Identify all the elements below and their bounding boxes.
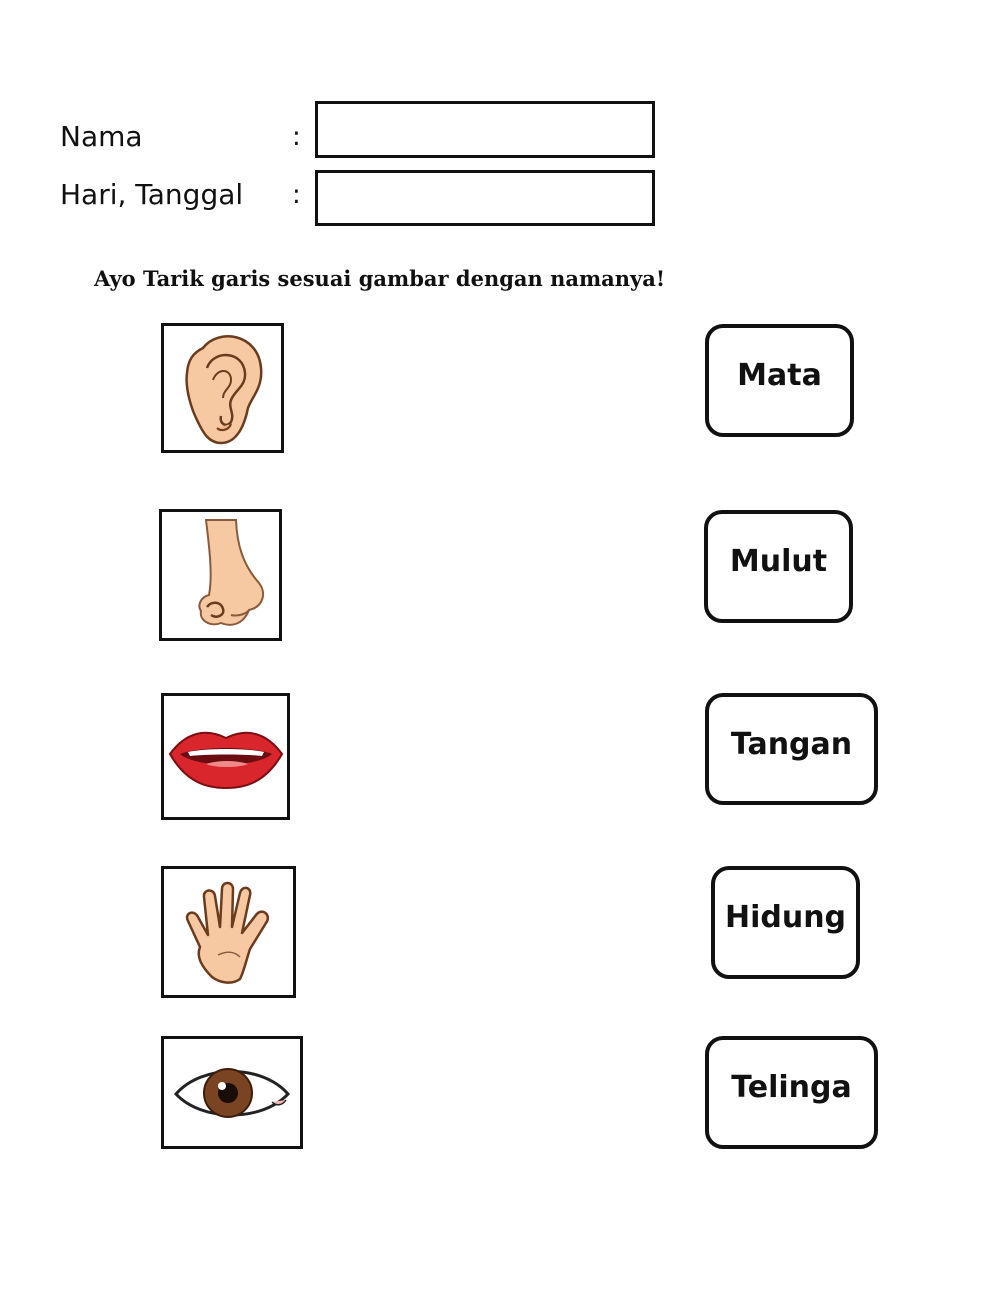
word-box-telinga[interactable] [705, 1036, 878, 1149]
word-label: Tangan [730, 726, 853, 762]
word-box-tangan[interactable] [705, 693, 878, 805]
hand-icon [174, 877, 284, 987]
picture-ear[interactable] [161, 323, 284, 453]
picture-eye[interactable] [161, 1036, 303, 1149]
word-label: Hidung [724, 900, 847, 935]
instruction-text: Ayo Tarik garis sesuai gambar dengan namanya! [94, 266, 666, 291]
picture-mouth[interactable] [161, 693, 290, 820]
name-colon: : [292, 122, 301, 152]
name-label: Nama [60, 120, 143, 153]
word-label: Mulut [729, 544, 828, 579]
word-box-mata[interactable] [705, 324, 854, 437]
date-colon: : [292, 180, 301, 210]
name-field[interactable] [315, 101, 655, 158]
word-label: Mata [737, 358, 822, 393]
mouth-icon [166, 722, 286, 792]
word-box-hidung[interactable] [711, 866, 860, 979]
date-field[interactable] [315, 170, 655, 226]
word-box-mulut[interactable] [704, 510, 853, 623]
picture-hand[interactable] [161, 866, 296, 998]
ear-icon [173, 328, 273, 448]
picture-nose[interactable] [159, 509, 282, 641]
nose-icon [171, 515, 271, 635]
word-label: Telinga [731, 1070, 852, 1105]
eye-icon [172, 1058, 292, 1128]
date-label: Hari, Tanggal [60, 178, 244, 211]
